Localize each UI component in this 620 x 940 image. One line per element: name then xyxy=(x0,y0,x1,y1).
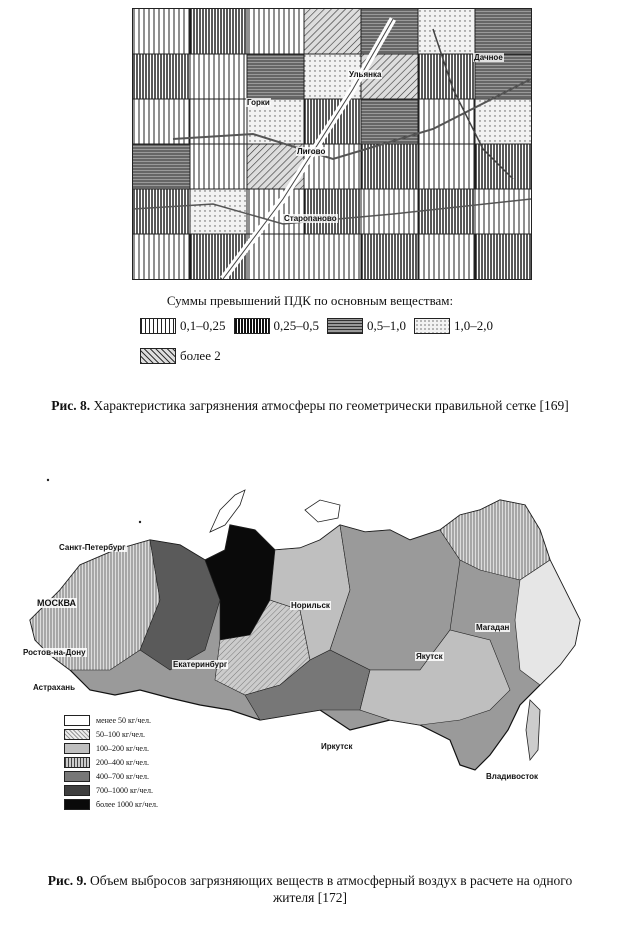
caption-number: Рис. 8. xyxy=(51,398,91,413)
place-label-staropanovo: Старопаново xyxy=(284,214,337,223)
grid-map-svg xyxy=(133,9,531,279)
legend-swatch xyxy=(140,348,176,364)
legend-swatch xyxy=(234,318,270,334)
legend2-item xyxy=(64,797,158,811)
legend2-swatch xyxy=(64,799,90,810)
island-sakhalin xyxy=(526,700,540,760)
city-label: МОСКВА xyxy=(37,598,77,608)
city-label: Магадан xyxy=(476,623,510,632)
legend-label: более 2 xyxy=(180,348,221,363)
legend2-item xyxy=(64,713,158,727)
place-label-gorki: Горки xyxy=(247,98,270,107)
legend2-label: 50–100 кг/чел. xyxy=(96,729,145,739)
legend-item-3 xyxy=(414,318,493,334)
legend-label: 0,5–1,0 xyxy=(367,318,406,333)
caption-number: Рис. 9. xyxy=(47,873,87,888)
legend-item-1 xyxy=(234,318,320,334)
legend-item-0 xyxy=(140,318,226,334)
legend2-item xyxy=(64,741,158,755)
legend2-swatch xyxy=(64,757,90,768)
figure9-legend xyxy=(64,713,158,811)
map-dot xyxy=(139,521,141,523)
legend2-swatch xyxy=(64,785,90,796)
legend2-swatch xyxy=(64,743,90,754)
figure8-caption xyxy=(30,397,590,414)
legend-item-4 xyxy=(140,348,221,364)
grid-pollution-map xyxy=(132,8,532,280)
legend2-label: менее 50 кг/чел. xyxy=(96,715,151,725)
map-dot xyxy=(47,479,49,481)
island-novaya-zemlya xyxy=(210,490,245,532)
legend-label: 1,0–2,0 xyxy=(454,318,493,333)
legend2-label: 200–400 кг/чел. xyxy=(96,757,149,767)
legend2-swatch xyxy=(64,715,90,726)
legend-item-2 xyxy=(327,318,406,334)
legend2-item xyxy=(64,783,158,797)
legend2-item xyxy=(64,727,158,741)
caption-text: Характеристика загрязнения атмосферы по геометрически правильной сетке [169] xyxy=(93,398,569,413)
city-label: Астрахань xyxy=(33,683,76,692)
city-label: Санкт-Петербург xyxy=(59,543,126,552)
city-label: Иркутск xyxy=(321,742,353,751)
legend-swatch xyxy=(140,318,176,334)
place-label-ligovo: Лигово xyxy=(297,147,326,156)
legend2-item xyxy=(64,769,158,783)
legend-label: 0,25–0,5 xyxy=(273,318,319,333)
place-label-dachnoe: Дачное xyxy=(474,53,503,62)
city-label: Владивосток xyxy=(486,772,539,781)
legend2-label: 100–200 кг/чел. xyxy=(96,743,149,753)
city-label: Екатеринбург xyxy=(173,660,228,669)
legend-swatch xyxy=(414,318,450,334)
figure9-caption xyxy=(30,872,590,906)
legend2-label: 700–1000 кг/чел. xyxy=(96,785,153,795)
legend-swatch xyxy=(327,318,363,334)
legend2-label: более 1000 кг/чел. xyxy=(96,799,159,809)
city-label: Якутск xyxy=(416,652,443,661)
region-kamchatka xyxy=(515,560,580,685)
legend2-swatch xyxy=(64,771,90,782)
caption-text: Объем выбросов загрязняющих веществ в атмосферный воздух в расчете на одного жителя [172] xyxy=(90,873,573,905)
legend2-swatch xyxy=(64,729,90,740)
city-label: Норильск xyxy=(291,601,330,610)
island-taymyr xyxy=(305,500,340,522)
legend2-label: 400–700 кг/чел. xyxy=(96,771,149,781)
place-label-ulyanka: Ульянка xyxy=(349,70,382,79)
legend2-item xyxy=(64,755,158,769)
city-label: Ростов-на-Дону xyxy=(23,648,86,657)
figure8-legend xyxy=(140,318,501,378)
figure8-legend-title: Суммы превышений ПДК по основным веществам: xyxy=(166,293,454,308)
legend-label: 0,1–0,25 xyxy=(180,318,226,333)
